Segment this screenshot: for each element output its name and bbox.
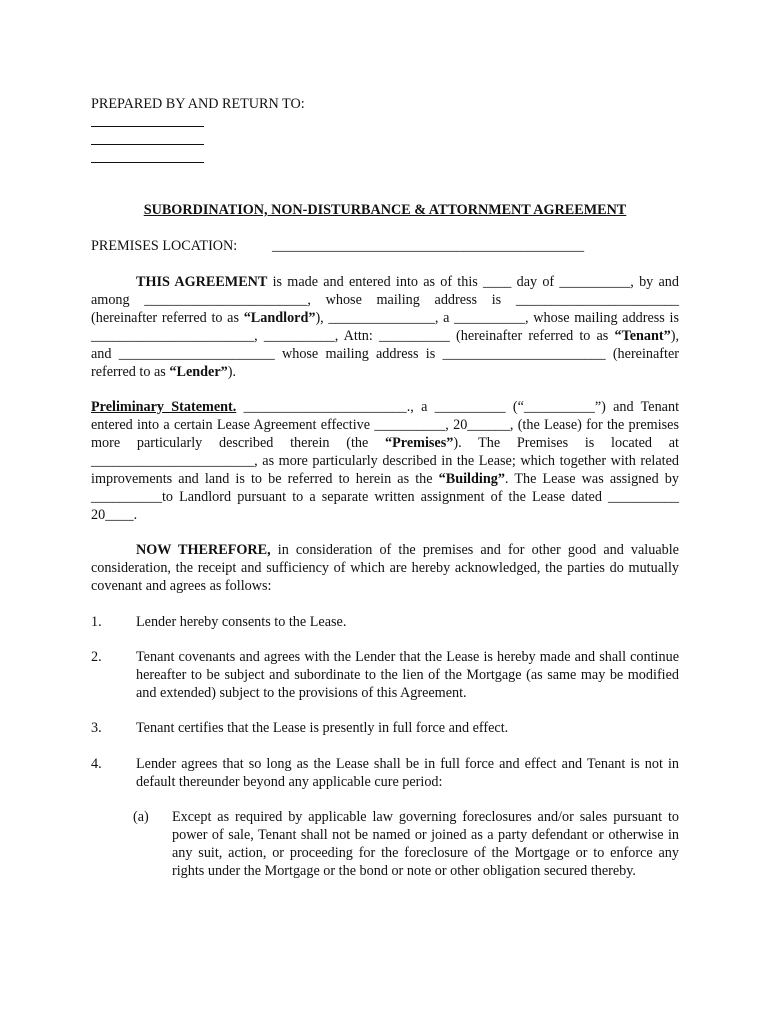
return-address-line-3 [91,162,204,163]
return-address-line-1 [91,126,204,127]
agreement-title: SUBORDINATION, NON-DISTURBANCE & ATTORNMENT AGREEMENT [143,202,627,218]
now-therefore-lead: NOW THEREFORE, [136,542,271,558]
now-therefore-paragraph [91,541,679,595]
intro-text-3: ), and ______________________ whose mailing address is _______________________ (hereinafter referred to as [91,328,679,380]
subitem-text: Except as required by applicable law governing foreclosures and/or sales pursuant to power of sale, Tenant shall not be named or joined as a party defendant or otherwise in any suit, action, or proceeding for the foreclosure of the Mortgage or to enforce any rights under the Mortgage or the bond or note or other obligation secured thereby. [172,809,679,879]
building-term: “Building” [438,471,505,487]
intro-text-4: ). [227,364,236,380]
premises-location-label: PREMISES LOCATION: [91,238,238,254]
now-therefore-text: in consideration of the premises and for other good and valuable consideration, the receipt and sufficiency of which are hereby acknowledged, the parties do mutually covenant and agrees as follows: [91,542,679,594]
prepared-by-label: PREPARED BY AND RETURN TO: [91,96,305,112]
item-number: 3. [91,720,102,736]
landlord-term: “Landlord” [243,310,316,326]
premises-location-blank: ____________________________________________ [272,238,585,254]
intro-lead: THIS AGREEMENT [136,274,268,290]
return-address-line-2 [91,144,204,145]
intro-text-2: ), _______________, a __________, whose mailing address is _______________________, __________, Attn: __________ (hereinafter referred to as [91,310,679,344]
item-number: 4. [91,756,102,772]
lender-term: “Lender” [169,364,228,380]
item-text: Lender hereby consents to the Lease. [136,614,347,630]
subitem-label: (a) [133,809,149,825]
intro-text-1: is made and entered into as of this ____ day of __________, by and among _______________________, whose mailing address is _______________________ (hereinafter referred to as [91,274,679,326]
premises-term: “Premises” [385,435,454,451]
preliminary-text-1: _______________________., a __________ (“__________”) and Tenant entered into a certain Lease Agreement effective __________, 20______, (the Lease) for the premises more particularly described therein (the [91,399,680,451]
item-text: Tenant covenants and agrees with the Lender that the Lease is hereby made and shall continue hereafter to be subject and subordinate to the lien of the Mortgage (as same may be modified and extended) subject to the provisions of this Agreement. [136,649,679,701]
item-text: Tenant certifies that the Lease is presently in full force and effect. [136,720,509,736]
intro-paragraph [91,273,679,381]
item-number: 1. [91,614,102,630]
preliminary-statement-heading: Preliminary Statement. [91,399,237,415]
item-text: Lender agrees that so long as the Lease shall be in full force and effect and Tenant is not in default thereunder beyond any applicable cure period: [136,756,679,790]
preliminary-text-2: ). The Premises is located at _______________________, as more particularly described in the Lease; which together with related improvements and land is to be referred to herein as the [91,435,679,487]
tenant-term: “Tenant” [614,328,671,344]
item-number: 2. [91,649,102,665]
preliminary-text-3: . The Lease was assigned by __________to Landlord pursuant to a separate written assignment of the Lease dated __________ 20____. [91,471,679,523]
preliminary-statement-paragraph [91,398,679,524]
